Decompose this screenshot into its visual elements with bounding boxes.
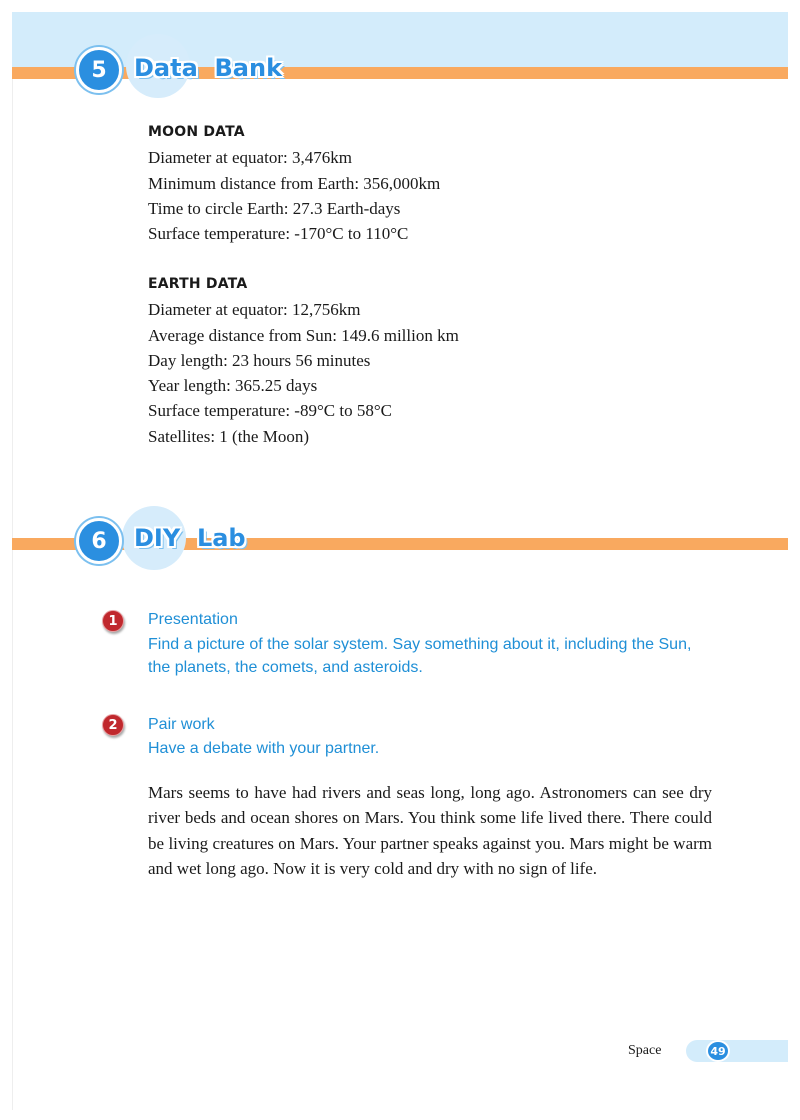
earth-data-line: Average distance from Sun: 149.6 million km	[148, 325, 459, 345]
mars-debate-paragraph: Mars seems to have had rivers and seas long, long ago. Astronomers can see dry river beds and ocean shores on Mars. You think some life lived there. There could be living creatures on Mars. Your partner speaks against you. Mars might be warm and wet long ago. Now it is very cold and dry with no sign of life.	[148, 783, 712, 878]
moon-data-line: Time to circle Earth: 27.3 Earth-days	[148, 198, 401, 218]
earth-data-block	[148, 272, 459, 449]
task-1-title: Presentation	[148, 611, 238, 628]
earth-data-heading: EARTH DATA	[148, 276, 248, 292]
earth-data-line: Diameter at equator: 12,756km	[148, 300, 361, 320]
moon-data-line: Diameter at equator: 3,476km	[148, 148, 352, 168]
section-5-number-badge: 5	[76, 47, 122, 93]
section-5-title: Data Bank	[134, 54, 283, 82]
task-2-title: Pair work	[148, 716, 215, 733]
earth-data-line: Day length: 23 hours 56 minutes	[148, 350, 371, 370]
earth-data-line: Year length: 365.25 days	[148, 376, 318, 396]
footer-chapter-label: Space	[628, 1043, 662, 1058]
task-2-badge: 2	[102, 714, 124, 736]
task-1-badge: 1	[102, 610, 124, 632]
task-2-description: Have a debate with your partner.	[148, 740, 380, 757]
earth-data-line: Surface temperature: -89°C to 58°C	[148, 401, 392, 421]
page-edge-line	[12, 70, 13, 1110]
moon-data-line: Minimum distance from Earth: 356,000km	[148, 173, 441, 193]
moon-data-line: Surface temperature: -170°C to 110°C	[148, 224, 409, 244]
task-1-description: Find a picture of the solar system. Say something about it, including the Sun, the planets, the comets, and asteroids.	[148, 636, 692, 676]
footer-tab	[686, 1040, 788, 1062]
moon-data-heading: MOON DATA	[148, 124, 245, 140]
moon-data-block	[148, 120, 440, 246]
section-6-number-badge: 6	[76, 518, 122, 564]
earth-data-line: Satellites: 1 (the Moon)	[148, 426, 310, 446]
section-6-title: DIY Lab	[134, 524, 246, 552]
page-number-badge: 49	[706, 1040, 730, 1062]
